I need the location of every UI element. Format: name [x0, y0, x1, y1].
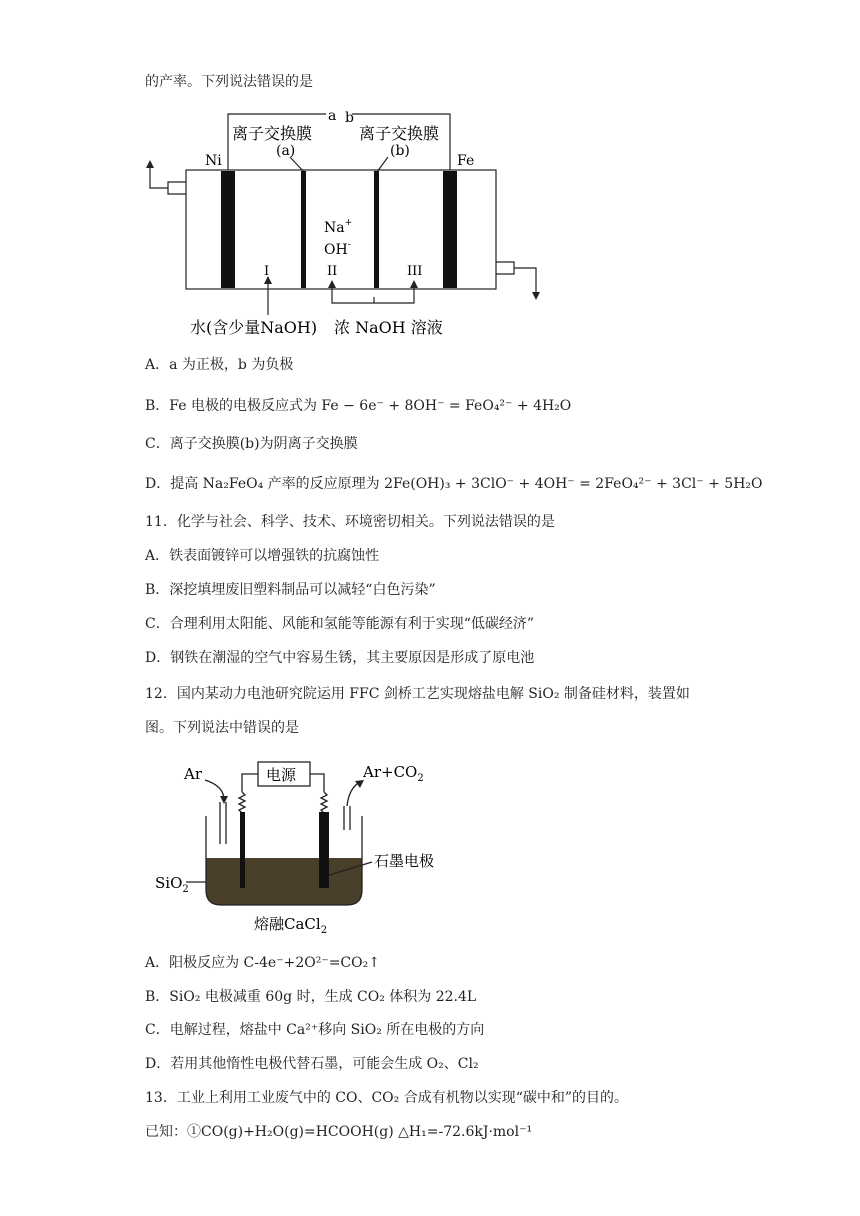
graphite-electrode — [319, 812, 329, 888]
svg-text:OH-: OH- — [324, 240, 351, 258]
feed-naoh-label: 浓 NaOH 溶液 — [334, 318, 443, 337]
q10-option-c: C．离子交换膜(b)为阴离子交换膜 — [145, 436, 358, 452]
svg-text:SiO2: SiO$_2$ — [155, 874, 189, 895]
fe-electrode — [443, 171, 457, 288]
q13-known: 已知：①CO(g)+H₂O(g)=HCOOH(g) △H₁=-72.6kJ·mol⁻¹ — [145, 1124, 533, 1140]
q10-option-a: A．a 为正极，b 为负极 — [145, 357, 294, 373]
membrane-right-label: 离子交换膜 — [359, 124, 440, 143]
q12-option-a: A．阳极反应为 C-4e⁻+2O²⁻=CO₂↑ — [145, 955, 380, 971]
electrolysis-cell-diagram — [140, 102, 560, 342]
q12-option-c: C．电解过程，熔盐中 Ca²⁺移向 SiO₂ 所在电极的方向 — [145, 1022, 485, 1038]
feed-water-label: 水(含少量NaOH) — [190, 318, 318, 337]
membrane-b-label: (b) — [390, 143, 410, 159]
na-ion: Na — [324, 220, 345, 236]
room-2-label: II — [327, 264, 338, 279]
fe-label: Fe — [457, 153, 475, 169]
label-a: a — [328, 108, 337, 124]
q12-stem-line1: 12．国内某动力电池研究院运用 FFC 剑桥工艺实现熔盐电解 SiO₂ 制备硅材料，装置如 — [145, 686, 690, 702]
ar-inlet-label: Ar — [184, 765, 203, 783]
q11-option-b: B．深挖填埋废旧塑料制品可以减轻“白色污染” — [145, 582, 436, 598]
ni-electrode — [221, 171, 235, 288]
q10-option-d: D．提高 Na₂FeO₄ 产率的反应原理为 2Fe(OH)₃ + 3ClO⁻ + 4OH⁻ = 2FeO₄²⁻ + 3Cl⁻ + 5H₂O — [145, 476, 763, 492]
room-1-label: I — [264, 264, 270, 279]
membrane-a-label: (a) — [276, 143, 296, 159]
q11-option-a: A．铁表面镀锌可以增强铁的抗腐蚀性 — [145, 548, 380, 564]
q11-option-d: D．钢铁在潮湿的空气中容易生锈，其主要原因是形成了原电池 — [145, 650, 535, 666]
molten-cacl2-label: 熔融CaCl — [254, 915, 321, 933]
q11-stem: 11．化学与社会、科学、技术、环境密切相关。下列说法错误的是 — [145, 514, 555, 530]
room-3-label: III — [407, 264, 423, 279]
ni-label: Ni — [205, 153, 222, 169]
q10-option-b: B．Fe 电极的电极反应式为 Fe − 6e⁻ + 8OH⁻ = FeO₄²⁻ + 4H₂O — [145, 398, 572, 414]
oh-ion: OH — [324, 242, 348, 258]
intro-text: 的产率。下列说法错误的是 — [145, 74, 313, 90]
q11-option-c: C．合理利用太阳能、风能和氢能等能源有利于实现“低碳经济” — [145, 616, 535, 632]
q12-option-d: D．若用其他惰性电极代替石墨，可能会生成 O₂、Cl₂ — [145, 1056, 479, 1072]
sio2-electrode-label: SiO — [155, 874, 183, 892]
molten-salt-cell-diagram — [150, 755, 450, 945]
svg-text:Ar+CO2: $Ar+CO_2$ — [363, 763, 424, 784]
label-b: b — [345, 110, 354, 126]
q13-stem: 13．工业上利用工业废气中的 CO、CO₂ 合成有机物以实现“碳中和”的目的。 — [145, 1090, 629, 1106]
membrane-left-label: 离子交换膜 — [232, 124, 313, 143]
power-source-label: 电源 — [266, 766, 297, 784]
q12-option-b: B．SiO₂ 电极减重 60g 时，生成 CO₂ 体积为 22.4L — [145, 989, 477, 1005]
svg-text:熔融CaCl2: 熔融CaCl$_2$ — [254, 915, 328, 936]
svg-text:Na+: Na+ — [324, 218, 353, 236]
membrane-a — [301, 171, 306, 288]
q12-stem-line2: 图。下列说法中错误的是 — [145, 720, 299, 736]
membrane-b — [374, 171, 379, 288]
graphite-electrode-label: 石墨电极 — [374, 852, 435, 870]
ar-co2-outlet-label: Ar+CO — [363, 763, 418, 781]
sio2-electrode — [240, 812, 245, 888]
